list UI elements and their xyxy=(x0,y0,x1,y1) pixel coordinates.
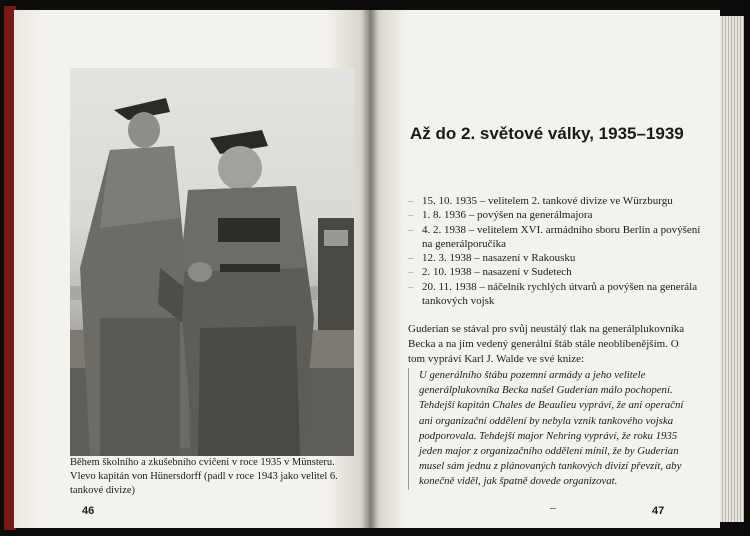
photo-illustration xyxy=(70,68,354,456)
timeline-item xyxy=(408,223,708,252)
timeline-item-text: 20. 11. 1938 – náčelník rychlých útvarů a povýšen na generála tankových vojsk xyxy=(422,280,698,308)
bullet-dash-icon: – xyxy=(408,280,414,293)
bullet-dash-icon: – xyxy=(408,195,414,207)
block-quote: U generálního štábu pozemní armády a jeho velitele generálplukovníka Becka našel Guderian málo pochopení. Tehdejší kapitán Chales de Beaulieu vypráví, že ani operační ani organizační oddělení by nebyla vznik tankového vojska podporovala. Tehdejší major Nehring vypráví, že roku 1935 jeden major z organizačního oddělení mínil, že by Guderian musel sám jednu z plánovaných tankových divizí převzít, aby konečně viděl, jak špatně dovede organizovat. xyxy=(408,368,695,490)
historical-photograph xyxy=(70,68,354,456)
timeline-item xyxy=(408,280,708,309)
bullet-dash-icon: – xyxy=(408,223,414,236)
page-number-left: 46 xyxy=(82,505,95,517)
left-page xyxy=(14,10,370,528)
timeline-item-text: 2. 10. 1938 – nasazení v Sudetech xyxy=(422,266,572,279)
timeline-item-text: 15. 10. 1935 – velitelem 2. tankové divize ve Würzburgu xyxy=(422,195,673,207)
right-page xyxy=(370,10,720,528)
page-stack-edge xyxy=(720,16,744,522)
footer-dash xyxy=(550,508,556,509)
bullet-dash-icon: – xyxy=(408,266,414,279)
timeline-item-text: 12. 3. 1938 – nasazení v Rakousku xyxy=(422,252,576,265)
timeline-item xyxy=(408,265,708,279)
bullet-dash-icon: – xyxy=(408,252,414,265)
timeline-item xyxy=(408,251,708,265)
timeline-item xyxy=(408,194,708,208)
photo-caption: Během školního a zkušebního cvičení v roce 1935 v Münsteru. Vlevo kapitán von Hünersdorff (padl v roce 1943 jako velitel 6. tankové divize) xyxy=(70,457,338,496)
body-paragraph: Guderian se stával pro svůj neustálý tlak na generálplukovníka Becka a na jím vedený generální štáb stále neoblíbenějším. O tom vypráví Karl J. Walde ve své knize: xyxy=(408,323,685,365)
timeline-list xyxy=(408,194,708,308)
page-number-right: 47 xyxy=(652,505,665,517)
timeline-item xyxy=(408,208,708,222)
chapter-title: Až do 2. světové války, 1935–1939 xyxy=(410,124,684,143)
book-spine xyxy=(362,10,378,528)
timeline-item-text: 4. 2. 1938 – velitelem XVI. armádního sboru Berlín a povýšení na generálporučíka xyxy=(422,223,701,250)
timeline-item-text: 1. 8. 1936 – povýšen na generálmajora xyxy=(422,209,593,222)
bullet-dash-icon: – xyxy=(408,209,414,222)
